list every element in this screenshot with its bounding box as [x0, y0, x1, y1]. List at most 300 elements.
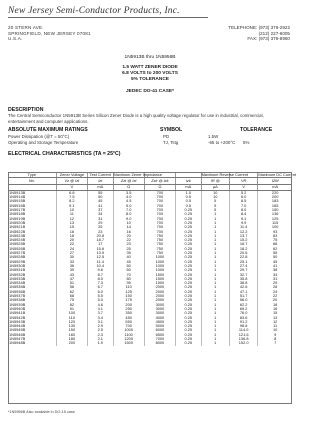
table-cell: 29.7: [229, 268, 257, 272]
table-cell: 100: [271, 224, 279, 230]
table-cell: 24: [273, 288, 278, 294]
table-cell: 750: [144, 242, 175, 246]
table-cell: 1: [201, 238, 229, 242]
table-cell: 700: [144, 195, 175, 199]
table-cell: 7.5: [56, 195, 87, 199]
table-cell: 11: [56, 212, 87, 216]
table-cell: 16: [113, 230, 144, 234]
part-number-cell: 1N5927B: [8, 251, 56, 255]
part-number-cell: 1N5942B: [8, 316, 56, 320]
table-cell: 8.4: [229, 212, 257, 216]
table-cell: 150: [271, 207, 279, 213]
table-header-cell: V: [56, 184, 87, 190]
table-cell: 10: [201, 195, 229, 199]
table-cell: 700: [144, 212, 175, 216]
part-number-cell: 1N5934B: [8, 281, 56, 285]
table-cell: 1000: [144, 255, 175, 259]
table-cell: 4.1: [88, 307, 114, 311]
part-number-cell: 1N5920B: [8, 221, 56, 225]
table-cell: 8.0: [229, 208, 257, 212]
table-cell: 39: [56, 268, 87, 272]
table-cell: 5.5: [88, 294, 114, 298]
table-cell: 0.25: [176, 307, 202, 311]
table-cell: 6000: [144, 328, 175, 332]
table-cell: 13: [273, 314, 278, 320]
table-cell: 32.7: [229, 273, 257, 277]
table-cell: 0.25: [176, 221, 202, 225]
table-cell: 9.1: [56, 204, 87, 208]
part-number-cell: 1N5924B: [8, 238, 56, 242]
table-cell: 136: [271, 211, 279, 217]
table-cell: 75: [273, 237, 278, 243]
table-cell: 29: [88, 221, 114, 225]
table-header-cell: V: [229, 184, 257, 190]
tolerance-heading: TOLERANCE: [240, 127, 273, 133]
table-cell: 20.6: [229, 251, 257, 255]
table-cell: 38.8: [229, 281, 257, 285]
table-cell: 1: [201, 217, 229, 221]
table-cell: 98.8: [229, 324, 257, 328]
table-cell: 22: [273, 293, 278, 299]
table-cell: 27.4: [229, 264, 257, 268]
characteristics-heading: ELECTRICAL CHARACTERISTICS (TA = 25°C): [8, 151, 121, 157]
table-cell: 0.25: [176, 333, 202, 337]
table-cell: 80: [113, 277, 144, 281]
table-cell: 0.25: [176, 324, 202, 328]
address-line: U.S.A.: [8, 36, 23, 42]
table-cell: 5: [201, 208, 229, 212]
table-cell: 45: [113, 260, 144, 264]
table-cell: 9.9: [229, 221, 257, 225]
table-cell: 11: [273, 323, 278, 329]
table-cell: 24: [56, 247, 87, 251]
table-cell: 136.8: [229, 337, 257, 341]
rating-value: 1.5W: [208, 134, 219, 139]
table-cell: 750: [144, 234, 175, 238]
part-number-cell: 1N5947B: [8, 337, 56, 341]
table-cell: 5000: [144, 324, 175, 328]
table-cell: 2.5: [88, 328, 114, 332]
table-cell: 9.1: [229, 217, 257, 221]
table-cell: 1: [201, 255, 229, 259]
table-cell: 8: [274, 335, 277, 341]
table-cell: 23: [113, 242, 144, 246]
table-header-cell: Maximum DC Current: [258, 171, 296, 177]
table-cell: 29: [273, 280, 278, 286]
table-cell: 1200: [113, 337, 144, 341]
part-number-cell: 1N5917B: [8, 208, 56, 212]
table-cell: 56.0: [229, 298, 257, 302]
part-number-cell: 1N5941B: [8, 311, 56, 315]
table-cell: 2000: [144, 290, 175, 294]
table-cell: 750: [144, 251, 175, 255]
table-cell: 4.5: [113, 199, 144, 203]
case-label: JEDEC DO-41 CASE*: [126, 89, 174, 94]
part-number-cell: 1N5921B: [8, 225, 56, 229]
table-header-cell: Izt: [88, 178, 114, 184]
table-cell: 15.2: [229, 238, 257, 242]
table-cell: 12.5: [88, 255, 114, 259]
table-cell: 41: [88, 204, 114, 208]
table-cell: 8.0: [113, 212, 144, 216]
table-cell: 38: [273, 267, 278, 273]
table-cell: 20: [273, 297, 278, 303]
table-cell: 0.25: [176, 230, 202, 234]
table-cell: 7.3: [88, 281, 114, 285]
table-cell: 5.0: [113, 204, 144, 208]
table-cell: 1000: [144, 260, 175, 264]
table-cell: 83.6: [229, 316, 257, 320]
table-cell: 0.25: [176, 234, 202, 238]
table-header-cell: No.: [8, 178, 56, 184]
table-cell: 36: [56, 264, 87, 268]
table-cell: 9: [274, 331, 277, 337]
table-cell: 1: [201, 230, 229, 234]
table-cell: 0.25: [176, 298, 202, 302]
table-cell: 6.5: [229, 199, 257, 203]
table-cell: 200: [56, 341, 87, 345]
table-header-cell: Zzk @ Izk: [144, 178, 175, 184]
table-cell: 150: [113, 294, 144, 298]
table-cell: 0.25: [176, 285, 202, 289]
company-address: [8, 25, 91, 42]
table-cell: 1: [201, 311, 229, 315]
table-cell: 183: [271, 198, 279, 204]
table-header-cell: µA: [201, 184, 229, 190]
table-cell: 0.25: [176, 208, 202, 212]
rating-value: -65 to +200°C: [208, 140, 236, 145]
table-cell: 6.0: [88, 290, 114, 294]
table-cell: 0.25: [176, 277, 202, 281]
table-cell: 62: [56, 290, 87, 294]
table-cell: 0.25: [176, 320, 202, 324]
table-cell: 0.25: [176, 251, 202, 255]
table-cell: 0.25: [176, 255, 202, 259]
table-cell: 9.0: [113, 217, 144, 221]
table-cell: 6.7: [88, 285, 114, 289]
table-cell: 0.5: [176, 204, 202, 208]
table-header-cell: IZM: [258, 178, 292, 184]
table-cell: 0.25: [176, 273, 202, 277]
table-cell: 220: [271, 189, 279, 195]
table-cell: 76.0: [229, 311, 257, 315]
product-line1: 1.5 WATT ZENER DIODE: [122, 65, 178, 70]
table-cell: 6500: [144, 333, 175, 337]
part-number-cell: 1N5925B: [8, 242, 56, 246]
table-cell: 110: [113, 285, 144, 289]
part-number-cell: 1N5938B: [8, 298, 56, 302]
table-header-cell: Zener Voltage: [56, 172, 87, 178]
table-cell: 0.25: [176, 247, 202, 251]
table-cell: 9.6: [88, 268, 114, 272]
table-cell: 1: [201, 298, 229, 302]
table-cell: 350: [113, 311, 144, 315]
rating-label: Operating and Storage Temperature: [8, 140, 79, 145]
table-cell: 2000: [144, 285, 175, 289]
table-cell: 62: [273, 245, 278, 251]
table-header-cell: Type: [8, 172, 56, 178]
table-cell: 25.1: [229, 260, 257, 264]
table-cell: 5: [201, 204, 229, 208]
table-cell: 0.25: [176, 225, 202, 229]
table-cell: 150: [56, 328, 87, 332]
table-header-cell: Vz @ Izt: [56, 178, 87, 184]
table-cell: 1: [201, 333, 229, 337]
table-cell: 115: [272, 219, 279, 225]
table-header-cell: mA: [258, 184, 292, 190]
table-cell: 100: [56, 311, 87, 315]
table-cell: 0.5: [176, 199, 202, 203]
table-cell: 14: [113, 225, 144, 229]
table-cell: 0.25: [176, 294, 202, 298]
table-cell: 20: [113, 234, 144, 238]
table-cell: 10: [56, 208, 87, 212]
table-cell: 0.25: [176, 217, 202, 221]
table-cell: 13.9: [88, 251, 114, 255]
part-number-cell: 1N5937B: [8, 294, 56, 298]
ratings-heading: ABSOLUTE MAXIMUM RATINGS: [8, 127, 88, 133]
table-row: [8, 341, 292, 345]
address-line: SPRINGFIELD, NEW JERSEY 07081: [8, 30, 91, 36]
part-number-cell: 1N5929B: [8, 260, 56, 264]
description-text: The Central Semiconductor 1N5913B Series Silicon Zener Diode is a high quality voltage regulator for use in industrial, commercial, entertainment and computer applications.: [8, 113, 264, 124]
part-number-cell: 1N5944B: [8, 324, 56, 328]
table-cell: 45: [273, 258, 278, 264]
table-cell: 50: [113, 264, 144, 268]
table-cell: 700: [113, 324, 144, 328]
table-cell: 31: [273, 275, 278, 281]
characteristics-table: [8, 171, 296, 346]
table-cell: 1: [201, 337, 229, 341]
table-cell: 43: [56, 273, 87, 277]
table-cell: 3000: [144, 307, 175, 311]
part-number-cell: 1N5933B: [8, 277, 56, 281]
table-cell: 1500: [144, 281, 175, 285]
part-number-cell: 1N5915B: [8, 199, 56, 203]
rating-tolerance: 5%: [243, 140, 250, 145]
table-cell: 37: [88, 208, 114, 212]
table-cell: 0.5: [176, 195, 202, 199]
table-cell: 120: [56, 320, 87, 324]
table-cell: 1: [201, 242, 229, 246]
table-cell: 700: [144, 204, 175, 208]
table-header-cell: Ω: [144, 184, 175, 190]
table-cell: 30: [56, 255, 87, 259]
table-cell: 55: [88, 190, 114, 195]
table-header-cell: IR @: [201, 178, 229, 184]
table-cell: 3.5: [113, 190, 144, 195]
table-cell: 22.8: [229, 255, 257, 259]
table-cell: 1: [201, 260, 229, 264]
table-cell: 200: [271, 194, 279, 200]
table-cell: 1: [201, 277, 229, 281]
table-cell: 4.6: [88, 303, 114, 307]
table-cell: 1: [201, 303, 229, 307]
part-number-cell: 1N5948B: [8, 341, 56, 345]
table-cell: 1: [201, 285, 229, 289]
table-cell: 62.2: [229, 303, 257, 307]
table-cell: 700: [144, 225, 175, 229]
table-cell: 1: [201, 251, 229, 255]
table-cell: 13.7: [229, 234, 257, 238]
table-cell: 0.25: [176, 242, 202, 246]
table-cell: 0.25: [176, 311, 202, 315]
part-number-cell: 1N5930B: [8, 264, 56, 268]
table-cell: 1: [201, 324, 229, 328]
table-cell: 11.4: [88, 260, 114, 264]
table-cell: 8000: [144, 341, 175, 345]
part-number-cell: 1N5936B: [8, 290, 56, 294]
table-cell: 6.0: [229, 195, 257, 199]
table-cell: 25: [88, 225, 114, 229]
table-cell: 2000: [144, 298, 175, 302]
part-number-cell: 1N5918B: [8, 212, 56, 216]
part-number-cell: 1N5931B: [8, 268, 56, 272]
table-cell: 3.4: [88, 316, 114, 320]
part-number-cell: 1N5939B: [8, 303, 56, 307]
table-cell: 42.6: [229, 285, 257, 289]
table-cell: 7.0: [229, 204, 257, 208]
table-header-cell: VR: [229, 178, 257, 184]
table-cell: 700: [144, 190, 175, 195]
table-cell: 1: [201, 212, 229, 216]
table-cell: 70: [113, 273, 144, 277]
company-logo: New Jersey Semi-Conductor Products, Inc.: [8, 6, 180, 16]
table-cell: 20.8: [88, 234, 114, 238]
table-cell: 450: [113, 316, 144, 320]
table-cell: 55: [273, 250, 278, 256]
table-cell: 125: [113, 290, 144, 294]
table-cell: 5: [201, 199, 229, 203]
table-cell: 15: [273, 310, 278, 316]
table-cell: 33: [56, 260, 87, 264]
table-cell: 47: [56, 277, 87, 281]
company-contact: [228, 25, 290, 42]
table-cell: 17: [88, 242, 114, 246]
table-cell: 700: [144, 221, 175, 225]
table-cell: 5.0: [88, 298, 114, 302]
fax: FAX: (973) 376-8960: [247, 36, 290, 42]
table-cell: 550: [113, 320, 144, 324]
table-cell: 180: [56, 337, 87, 341]
table-cell: 1: [201, 221, 229, 225]
table-cell: 31: [88, 217, 114, 221]
table-cell: 0.25: [176, 337, 202, 341]
table-cell: 40: [113, 255, 144, 259]
table-cell: 2000: [144, 294, 175, 298]
table-cell: 1: [201, 281, 229, 285]
table-cell: 18: [273, 301, 278, 307]
product-line3: 5% TOLERANCE: [130, 77, 170, 82]
table-cell: 56: [56, 285, 87, 289]
table-cell: 4500: [144, 320, 175, 324]
rating-symbol: TJ, Tstg: [163, 140, 179, 145]
table-cell: 1: [201, 264, 229, 268]
table-cell: 0.25: [176, 212, 202, 216]
table-cell: 27: [56, 251, 87, 255]
table-cell: 1: [201, 225, 229, 229]
table-cell: 2.3: [88, 333, 114, 337]
table-cell: 10: [273, 327, 278, 333]
table-cell: 160: [56, 333, 87, 337]
table-header-cell: Izk: [176, 178, 202, 184]
table-cell: 3000: [144, 311, 175, 315]
part-range-title: 1N5913B thru 1N5956B: [124, 55, 176, 60]
table-cell: 34: [88, 212, 114, 216]
table-header-cell: Ω: [113, 184, 144, 190]
table-header-cell: Zzt @ Izt: [113, 178, 144, 184]
table-cell: 1000: [144, 264, 175, 268]
description-heading: DESCRIPTION: [8, 107, 44, 113]
part-number-cell: 1N5928B: [8, 255, 56, 259]
table-cell: 10: [201, 190, 229, 195]
table-cell: 47.1: [229, 290, 257, 294]
part-number-cell: 1N5913B: [8, 190, 56, 195]
table-cell: 121.6: [229, 333, 257, 337]
table-cell: 45: [88, 199, 114, 203]
part-number-cell: 1N5946B: [8, 333, 56, 337]
table-cell: 50: [88, 195, 114, 199]
table-cell: 51: [56, 281, 87, 285]
part-number-cell: 1N5926B: [8, 247, 56, 251]
table-cell: 1: [201, 268, 229, 272]
table-cell: 0.25: [176, 264, 202, 268]
table-cell: 175: [113, 298, 144, 302]
table-cell: 1000: [113, 328, 144, 332]
table-cell: 1: [201, 273, 229, 277]
table-cell: 1.0: [176, 190, 202, 195]
table-cell: 110: [56, 316, 87, 320]
table-cell: 83: [273, 232, 278, 238]
part-number-cell: 1N5945B: [8, 328, 56, 332]
table-cell: 0.25: [176, 303, 202, 307]
table-cell: 1: [201, 234, 229, 238]
table-cell: 16.7: [229, 242, 257, 246]
table-cell: 25: [113, 247, 144, 251]
table-body: [8, 190, 292, 345]
table-cell: 8.7: [88, 273, 114, 277]
table-cell: 4000: [144, 316, 175, 320]
table-cell: 91: [56, 307, 87, 311]
table-cell: 12: [56, 217, 87, 221]
table-cell: 0.25: [176, 260, 202, 264]
table-header-cell: Maximum Reverse Current: [201, 171, 249, 177]
table-cell: 41: [273, 262, 278, 268]
table-cell: 0.25: [176, 316, 202, 320]
table-cell: 1100: [113, 333, 144, 337]
part-number-cell: 1N5932B: [8, 273, 56, 277]
table-cell: 20: [56, 238, 87, 242]
table-cell: 16: [273, 305, 278, 311]
table-cell: 165: [271, 202, 279, 208]
table-cell: 1: [201, 290, 229, 294]
table-cell: 60: [113, 268, 144, 272]
table-cell: 1500: [144, 273, 175, 277]
logo-underline: [8, 17, 208, 18]
table-header-cell: Test Current: [88, 172, 114, 178]
part-number-cell: 1N5919B: [8, 217, 56, 221]
address-line: 20 STERN AVE.: [8, 25, 44, 30]
table-cell: 7.0: [113, 208, 144, 212]
table-cell: 1: [201, 247, 229, 251]
table-cell: 18.2: [229, 247, 257, 251]
table-cell: 0.25: [176, 281, 202, 285]
table-cell: 750: [144, 247, 175, 251]
table-cell: 3.7: [88, 311, 114, 315]
table-cell: 250: [113, 307, 144, 311]
table-cell: 1000: [144, 268, 175, 272]
table-cell: 22: [113, 238, 144, 242]
